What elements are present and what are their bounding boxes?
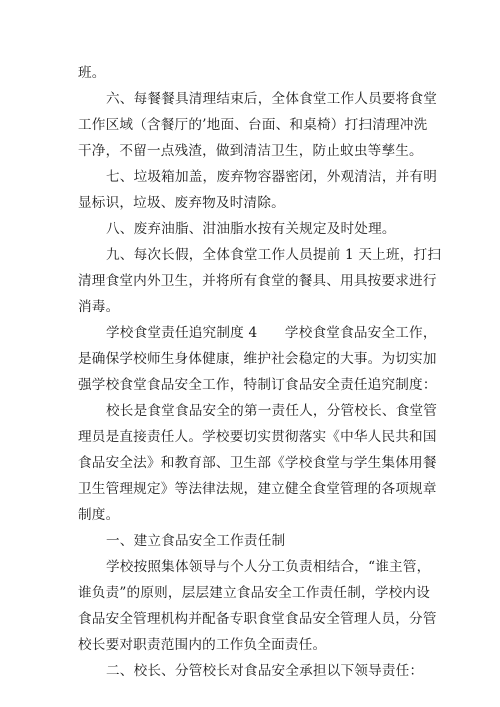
document-page [78, 60, 442, 684]
text-line: 二、校长、分管校长对食品安全承担以下领导责任： [106, 663, 424, 679]
text-line: 学校按照集体领导与个人分工负责相结合，“谁主管， [106, 559, 431, 575]
text-line: 校长是食堂食品安全的第一责任人，分管校长、食堂管 [106, 403, 438, 419]
text-line: 卫生管理规定》等法律法规，建立健全食堂管理的各项规章 [78, 481, 437, 497]
text-line: 工作区域（含餐厅的’地面、台面、和桌椅）打扫清理冲洗 [78, 117, 428, 133]
text-line: 班。 [78, 65, 106, 81]
text-line: 七、垃圾箱加盖，废弃物容器密闭，外观清洁，并有明 [106, 169, 438, 185]
text-line: 一、建立食品安全工作责任制 [106, 533, 286, 549]
text-line: 谁负责”的原则，层层建立食品安全工作责任制，学校内设 [78, 585, 430, 601]
text-line: 九、每次长假，全体食堂工作人员提前 1 天上班，打扫 [106, 247, 442, 263]
text-line: 显标识，垃圾、废弃物及时清除。 [78, 195, 285, 211]
text-line: 制度。 [78, 507, 120, 523]
text-line: 干净，不留一点残渣，做到清洁卫生，防止蚊虫等孳生。 [78, 143, 423, 159]
text-line: 清理食堂内外卫生，并将所有食堂的餐具、用具按要求进行 [78, 273, 437, 289]
text-line: 是确保学校师生身体健康，维护社会稳定的大事。为切实加 [78, 351, 437, 367]
text-line: 食品安全管理机构并配备专职食堂食品安全管理人员，分管 [78, 611, 437, 627]
text-line: 八、废弃油脂、泔油脂水按有关规定及时处理。 [106, 221, 396, 237]
text-line: 强学校食堂食品安全工作，特制订食品安全责任追究制度： [78, 377, 437, 393]
text-line: 学校食堂责任追究制度 4 学校食堂食品安全工作， [106, 325, 437, 341]
text-line: 六、每餐餐具清理结束后，全体食堂工作人员要将食堂 [106, 91, 438, 107]
text-line: 理员是直接责任人。学校要切实贯彻落实《中华人民共和国 [78, 429, 437, 445]
text-line: 校长要对职责范围内的工作负全面责任。 [78, 637, 327, 653]
text-line: 消毒。 [78, 299, 120, 315]
text-line: 食品安全法》和教育部、卫生部《学校食堂与学生集体用餐 [78, 455, 437, 471]
